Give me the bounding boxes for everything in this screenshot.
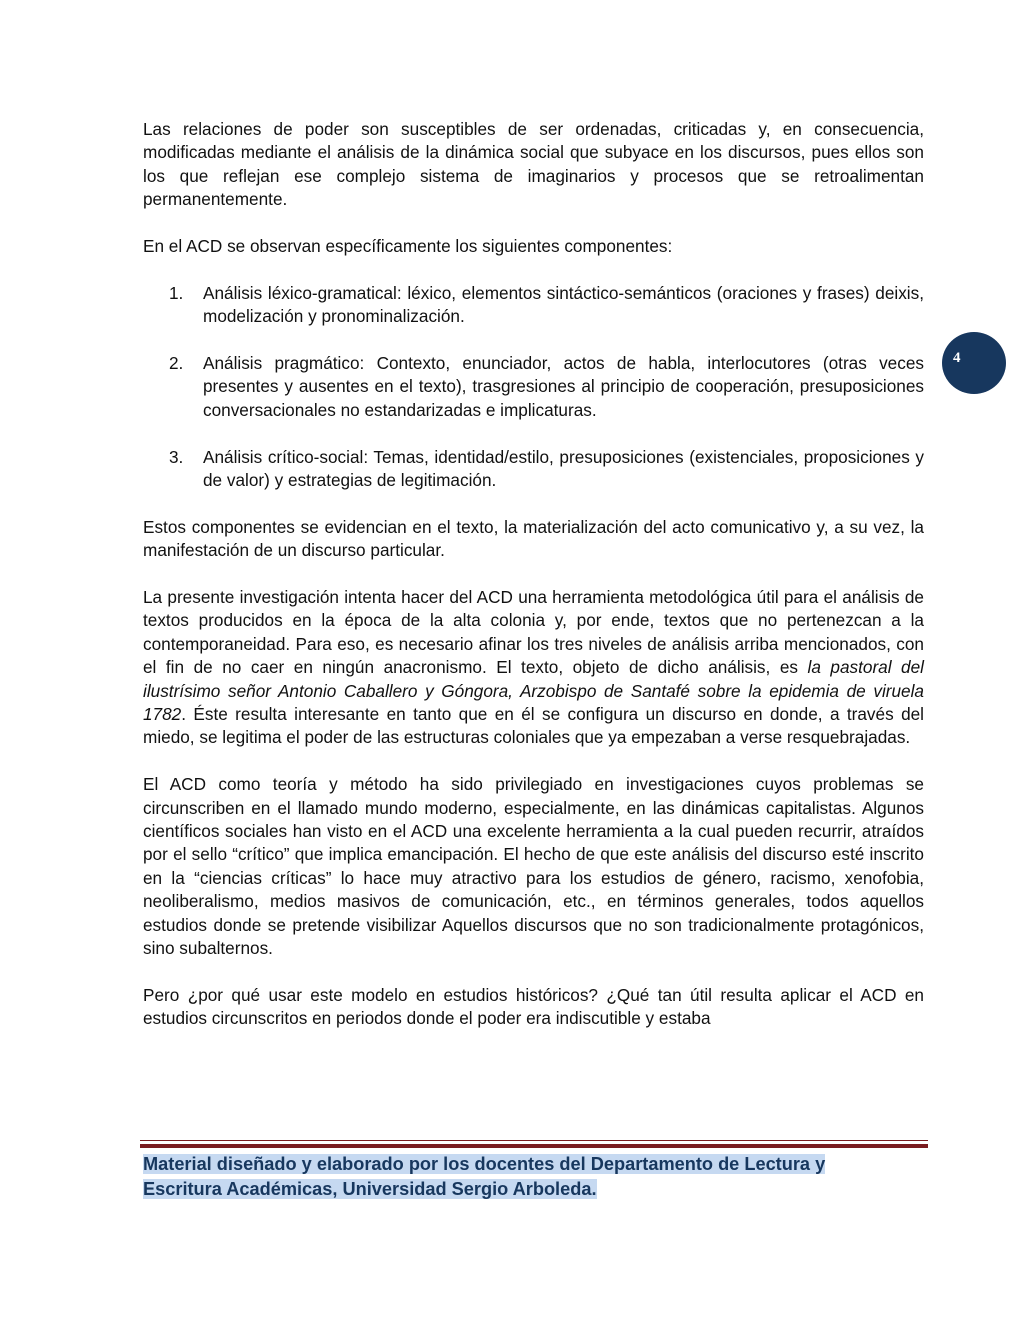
page-number-badge [942, 332, 1006, 394]
paragraph-components-evidence: Estos componentes se evidencian en el texto, la materialización del acto comunicativo y, a su vez, la manifestación de un discurso particular. [143, 516, 924, 561]
list-item-number: 3. [169, 446, 184, 467]
paragraph-power-relations: Las relaciones de poder son susceptibles de ser ordenadas, criticadas y, en consecuencia, modificadas mediante el análisis de la dinámica social que subyace en los discursos, pues ellos son los que reflejan ese complejo sistema de imaginarios y procesos que se retroalimentan permanentemente. [143, 119, 924, 210]
footer-divider [140, 1144, 928, 1148]
list-item [143, 282, 924, 329]
paragraph-text: . Éste resulta interesante en tanto que en él se configura un discurso en donde, a través del miedo, se legitima el poder de las estructuras coloniales que ya empezaban a verse resquebrajadas. [143, 704, 924, 748]
footer-divider [140, 1140, 928, 1141]
footer-line-1: Material diseñado y elaborado por los docentes del Departamento de Lectura y [143, 1154, 826, 1174]
paragraph-research-purpose [143, 586, 924, 750]
list-item [143, 446, 924, 493]
document-body [143, 118, 924, 1054]
page-number: 4 [953, 350, 961, 366]
footer-credit [143, 1152, 943, 1202]
paragraph-historical-question: Pero ¿por qué usar este modelo en estudios históricos? ¿Qué tan útil resulta aplicar el ACD en estudios circunscritos en periodos donde el poder era indiscutible y estaba [143, 984, 924, 1029]
list-item-number: 1. [169, 282, 184, 303]
list-item-text: Análisis léxico-gramatical: léxico, elementos sintáctico-semánticos (oraciones y frases) deixis, modelización y pronominalización. [203, 282, 924, 327]
components-list [143, 282, 924, 493]
list-item-number: 2. [169, 353, 184, 374]
paragraph-acd-theory: El ACD como teoría y método ha sido privilegiado en investigaciones cuyos problemas se circunscriben en el llamado mundo moderno, especialmente, en las dinámicas capitalistas. Algunos científicos sociales han visto en el ACD una excelente herramienta a la cual pueden recurrir, atraídos por el sello “crítico” que implica emancipación. El hecho de que este análisis del discurso esté inscrito en la “ciencias críticas” lo hace muy atractivo para los estudios de género, racismo, xenofobia, neoliberalismo, medios masivos de comunicación, etc., en términos generales, todos aquellos estudios donde se pretende visibilizar Aquellos discursos que no son tradicionalmente protagónicos, sino subalternos. [143, 774, 924, 959]
paragraph-acd-components-intro: En el ACD se observan específicamente los siguientes componentes: [143, 236, 673, 257]
footer-line-2: Escritura Académicas, Universidad Sergio Arboleda. [143, 1179, 597, 1199]
list-item-text: Análisis crítico-social: Temas, identidad/estilo, presuposiciones (existenciales, proposiciones y de valor) y estrategias de legitimación. [203, 446, 924, 491]
pastoral-title: la pastoral del ilustrísimo señor Antonio Caballero y Góngora, Arzobispo de Santafé sobre la epidemia de viruela 1782 [143, 657, 924, 725]
list-item-text: Análisis pragmático: Contexto, enunciador, actos de habla, interlocutores (otras veces presentes y ausentes en el texto), trasgresiones al principio de cooperación, presuposiciones conversacionales no estandarizadas e implicaturas. [203, 353, 924, 420]
paragraph-text: La presente investigación intenta hacer del ACD una herramienta metodológica útil para el análisis de textos producidos en la época de la alta colonia y, por ende, textos que no pertenezcan a la contemporaneidad. Para eso, es necesario afinar los tres niveles de análisis arriba mencionados, con el fin de no caer en ningún anacronismo. El texto, objeto de dicho análisis, es [143, 587, 924, 678]
list-item [143, 352, 924, 422]
